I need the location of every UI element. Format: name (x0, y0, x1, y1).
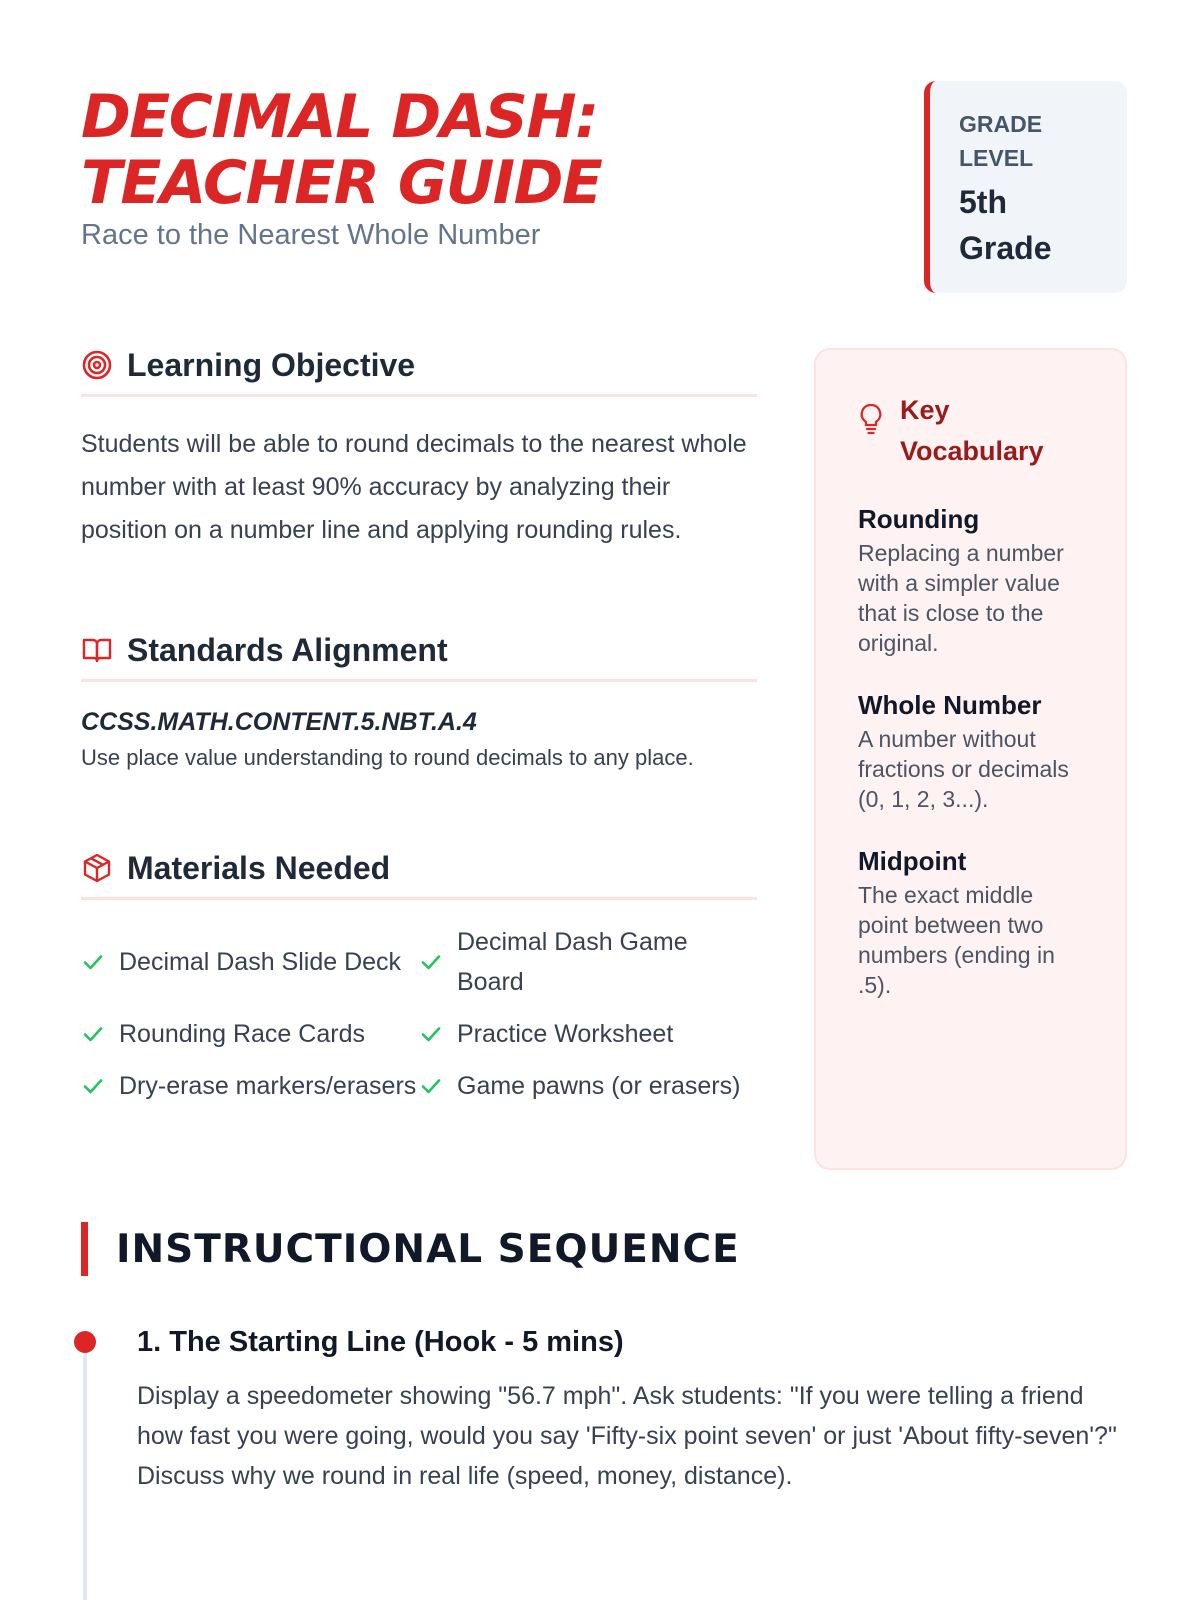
material-item (81, 1014, 419, 1054)
vocab-term-definition: The exact middle point between two numbers (ending in .5). (858, 882, 1055, 998)
page-title: DECIMAL DASH: TEACHER GUIDE (81, 82, 602, 218)
vocab-term (858, 688, 1085, 814)
material-item (419, 1066, 757, 1106)
timeline-dot (74, 1331, 96, 1353)
material-item (81, 922, 419, 1002)
step-title: 1. The Starting Line (Hook - 5 mins) (137, 1326, 624, 1358)
lightbulb-icon (858, 402, 884, 436)
page-subtitle: Race to the Nearest Whole Number (81, 219, 541, 251)
vocab-term-name: Whole Number (858, 690, 1042, 720)
grade-level-card (924, 81, 1127, 293)
learning-objective-header (81, 340, 757, 397)
book-icon (81, 634, 113, 666)
materials-header (81, 843, 757, 900)
material-label: Dry-erase markers/erasers (119, 1072, 417, 1100)
check-icon (81, 1074, 105, 1098)
materials-list (81, 922, 757, 1106)
vocab-term-definition: Replacing a number with a simpler value that is close to the original. (858, 540, 1064, 656)
standards-title: Standards Alignment (127, 631, 448, 668)
material-label: Practice Worksheet (457, 1020, 674, 1048)
vocab-term-name: Midpoint (858, 846, 967, 876)
standard-code: CCSS.MATH.CONTENT.5.NBT.A.4 (81, 708, 477, 736)
learning-objective-text: Students will be able to round decimals to the nearest whole number with at least 90% accuracy by analyzing their position on a number line and applying rounding rules. (81, 430, 747, 544)
target-icon (81, 349, 113, 381)
timeline-line (83, 1350, 87, 1600)
materials-section (81, 843, 757, 1106)
vocab-term (858, 502, 1085, 658)
material-item (419, 1014, 757, 1054)
vocab-term-definition: A number without fractions or decimals (0, 1, 2, 3...). (858, 726, 1069, 812)
key-vocabulary-card (814, 348, 1127, 1170)
vocab-term (858, 844, 1085, 1000)
instructional-sequence-title: INSTRUCTIONAL SEQUENCE (116, 1226, 740, 1272)
check-icon (419, 1074, 443, 1098)
material-item (419, 922, 757, 1002)
standards-section (81, 625, 757, 774)
material-label: Game pawns (or erasers) (457, 1072, 741, 1100)
standards-header (81, 625, 757, 682)
materials-title: Materials Needed (127, 849, 391, 886)
check-icon (81, 1022, 105, 1046)
key-vocabulary-header (858, 390, 1085, 472)
material-label: Decimal Dash Slide Deck (119, 948, 402, 976)
teacher-guide-page (81, 0, 1127, 1600)
material-label: Decimal Dash Game Board (457, 928, 688, 996)
key-vocabulary-title: Key Vocabulary (900, 395, 1044, 466)
check-icon (81, 950, 105, 974)
learning-objective-section (81, 340, 757, 552)
step-text: Display a speedometer showing "56.7 mph". Ask students: "If you were telling a friend how fast you were going, would you say 'Fifty-six point seven' or just 'About fifty-seven'?" Discuss why we round in real life (speed, money, distance). (137, 1382, 1117, 1490)
learning-objective-title: Learning Objective (127, 346, 416, 383)
section-accent-bar (81, 1222, 88, 1276)
vocab-term-name: Rounding (858, 504, 980, 534)
box-icon (81, 852, 113, 884)
sequence-step (137, 1322, 1127, 1496)
instructional-sequence-header (81, 1222, 740, 1276)
material-label: Rounding Race Cards (119, 1020, 365, 1048)
check-icon (419, 1022, 443, 1046)
check-icon (419, 950, 443, 974)
standard-description: Use place value understanding to round decimals to any place. (81, 745, 694, 770)
material-item (81, 1066, 419, 1106)
grade-level-value: 5th Grade (959, 184, 1052, 266)
grade-level-label: GRADE LEVEL (959, 111, 1043, 171)
